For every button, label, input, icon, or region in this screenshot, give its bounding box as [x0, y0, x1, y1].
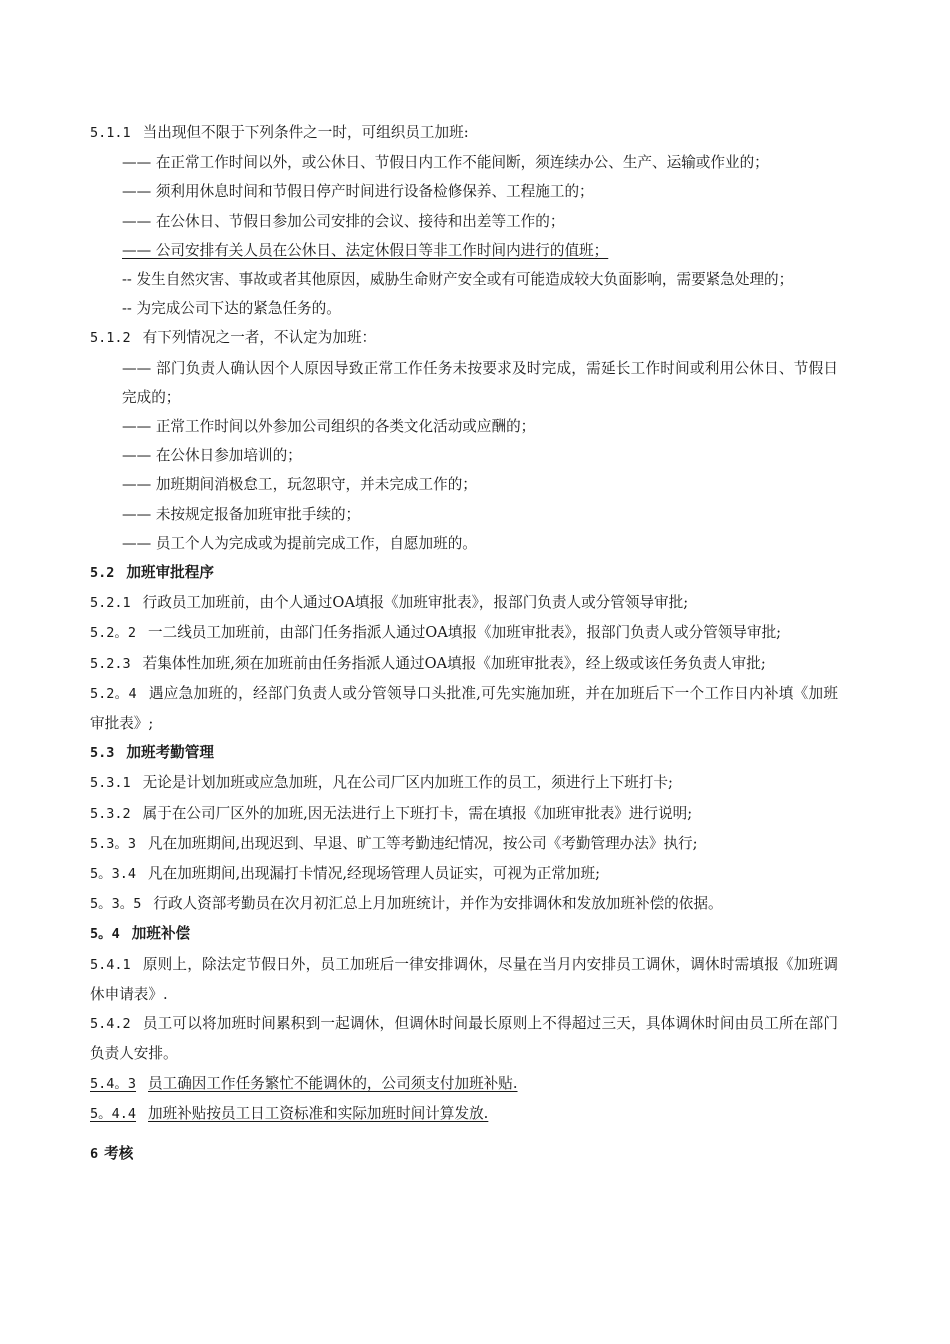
- clause-text: 凡在加班期间,出现迟到、早退、旷工等考勤违纪情况，按公司《考勤管理办法》执行;: [148, 834, 698, 852]
- section-number: 5.3: [90, 745, 115, 762]
- condition-item: -- 为完成公司下达的紧急任务的。: [122, 300, 341, 318]
- clause-number: 5.3.2: [90, 805, 131, 822]
- clause-text: 原则上，除法定节假日外，员工加班后一律安排调休，尽量在当月内安排员工调休，调休时需填报《加班调休申请表》.: [90, 955, 838, 1003]
- clause-5-1-2: [90, 323, 838, 353]
- section-heading-6: [90, 1139, 838, 1169]
- clause-5-4-3: [90, 1069, 838, 1099]
- clause-text: 行政员工加班前，由个人通过OA填报《加班审批表》，报部门负责人或分管领导审批;: [142, 594, 689, 612]
- clause-number: 5。3.4: [90, 866, 137, 883]
- clause-number: 5.3。3: [90, 835, 137, 852]
- clause-text: 加班补贴按员工日工资标准和实际加班时间计算发放.: [148, 1104, 489, 1122]
- exclusion-item: —— 部门负责人确认因个人原因导致正常工作任务未按要求及时完成，需延长工作时间或利用公休日、节假日完成的；: [122, 359, 838, 406]
- clause-5-2-2: [90, 618, 838, 648]
- clause-number: 5.4.2: [90, 1016, 131, 1033]
- exclusion-item: —— 正常工作时间以外参加公司组织的各类文化活动或应酬的；: [122, 418, 536, 436]
- clause-number: 5.2.3: [90, 655, 131, 672]
- clause-text: 一二线员工加班前，由部门任务指派人通过OA填报《加班审批表》，报部门负责人或分管领导审批;: [148, 624, 782, 642]
- clause-5-4-1: [90, 950, 838, 1009]
- clause-number: 5.1.2: [90, 330, 131, 347]
- condition-item: -- 发生自然灾害、事故或者其他原因，威胁生命财产安全或有可能造成较大负面影响，需要紧急处理的；: [122, 271, 794, 289]
- section-number: 5。4: [90, 926, 120, 943]
- condition-item-text: —— 公司安排有关人员在公休日、法定休假日等非工作时间内进行的值班；: [122, 241, 609, 259]
- clause-text: 无论是计划加班或应急加班，凡在公司厂区内加班工作的员工，须进行上下班打卡;: [142, 774, 673, 792]
- clause-text: 员工确因工作任务繁忙不能调休的，公司须支付加班补贴.: [148, 1074, 518, 1092]
- clause-5-3-1: [90, 768, 838, 798]
- clause-5-2-1: [90, 588, 838, 618]
- section-title: 加班考勤管理: [126, 744, 214, 762]
- clause-text: 凡在加班期间,出现漏打卡情况,经现场管理人员证实，可视为正常加班;: [148, 865, 601, 883]
- clause-number: 5.4。3: [90, 1075, 137, 1092]
- clause-number: 5.3.1: [90, 775, 131, 792]
- section-number: 6: [90, 1145, 99, 1162]
- section-heading-5-2: [90, 558, 838, 588]
- clause-text: 行政人资部考勤员在次月初汇总上月加班统计，并作为安排调休和发放加班补偿的依据。: [153, 895, 723, 913]
- clause-underlined: [90, 1105, 488, 1122]
- exclusion-item: —— 员工个人为完成或为提前完成工作，自愿加班的。: [122, 534, 477, 552]
- condition-item: [90, 236, 838, 265]
- clause-5-3-4: [90, 859, 838, 889]
- clause-number: 5。3。5: [90, 896, 142, 913]
- section-heading-5-4: [90, 919, 838, 949]
- clause-underlined: [90, 1075, 518, 1092]
- clause-text: 若集体性加班,须在加班前由任务指派人通过OA填报《加班审批表》，经上级或该任务负责人审批;: [142, 654, 766, 672]
- section-number: 5.2: [90, 565, 115, 582]
- section-title: 加班审批程序: [126, 564, 214, 582]
- exclusion-item: —— 未按规定报备加班审批手续的；: [122, 505, 361, 523]
- clause-number: 5.2。4: [90, 685, 137, 702]
- clause-5-2-4: [90, 679, 838, 738]
- section-title: 加班补偿: [131, 925, 191, 943]
- clause-5-3-5: [90, 889, 838, 919]
- clause-text: 属于在公司厂区外的加班,因无法进行上下班打卡，需在填报《加班审批表》进行说明;: [142, 804, 693, 822]
- clause-text: 当出现但不限于下列条件之一时，可组织员工加班:: [142, 124, 469, 141]
- clause-5-4-4: [90, 1099, 838, 1129]
- clause-number: 5.2.1: [90, 595, 131, 612]
- clause-5-1-1: [90, 118, 838, 148]
- clause-number: 5.1.1: [90, 125, 131, 141]
- clause-number: 5.4.1: [90, 956, 131, 973]
- clause-5-4-2: [90, 1009, 838, 1068]
- clause-text: 员工可以将加班时间累积到一起调休，但调休时间最长原则上不得超过三天，具体调休时间由员工所在部门负责人安排。: [90, 1015, 838, 1063]
- condition-item: —— 在公休日、节假日参加公司安排的会议、接待和出差等工作的；: [122, 212, 565, 230]
- section-heading-5-3: [90, 738, 838, 768]
- clause-text: 遇应急加班的，经部门负责人或分管领导口头批准,可先实施加班，并在加班后下一个工作日内补填《加班审批表》;: [90, 684, 838, 733]
- exclusion-item: —— 加班期间消极怠工，玩忽职守，并未完成工作的；: [122, 476, 477, 494]
- clause-5-3-3: [90, 829, 838, 859]
- clause-5-3-2: [90, 799, 838, 829]
- condition-item: —— 在正常工作时间以外，或公休日、节假日内工作不能间断，须连续办公、生产、运输或作业的；: [122, 154, 769, 172]
- condition-item: —— 须利用休息时间和节假日停产时间进行设备检修保养、工程施工的；: [122, 183, 594, 201]
- clause-number: 5。4.4: [90, 1105, 137, 1122]
- clause-text: 有下列情况之一者，不认定为加班：: [142, 329, 377, 347]
- clause-number: 5.2。2: [90, 625, 137, 642]
- section-title: 考核: [104, 1144, 134, 1162]
- clause-5-2-3: [90, 649, 838, 679]
- exclusion-item: —— 在公休日参加培训的；: [122, 447, 302, 465]
